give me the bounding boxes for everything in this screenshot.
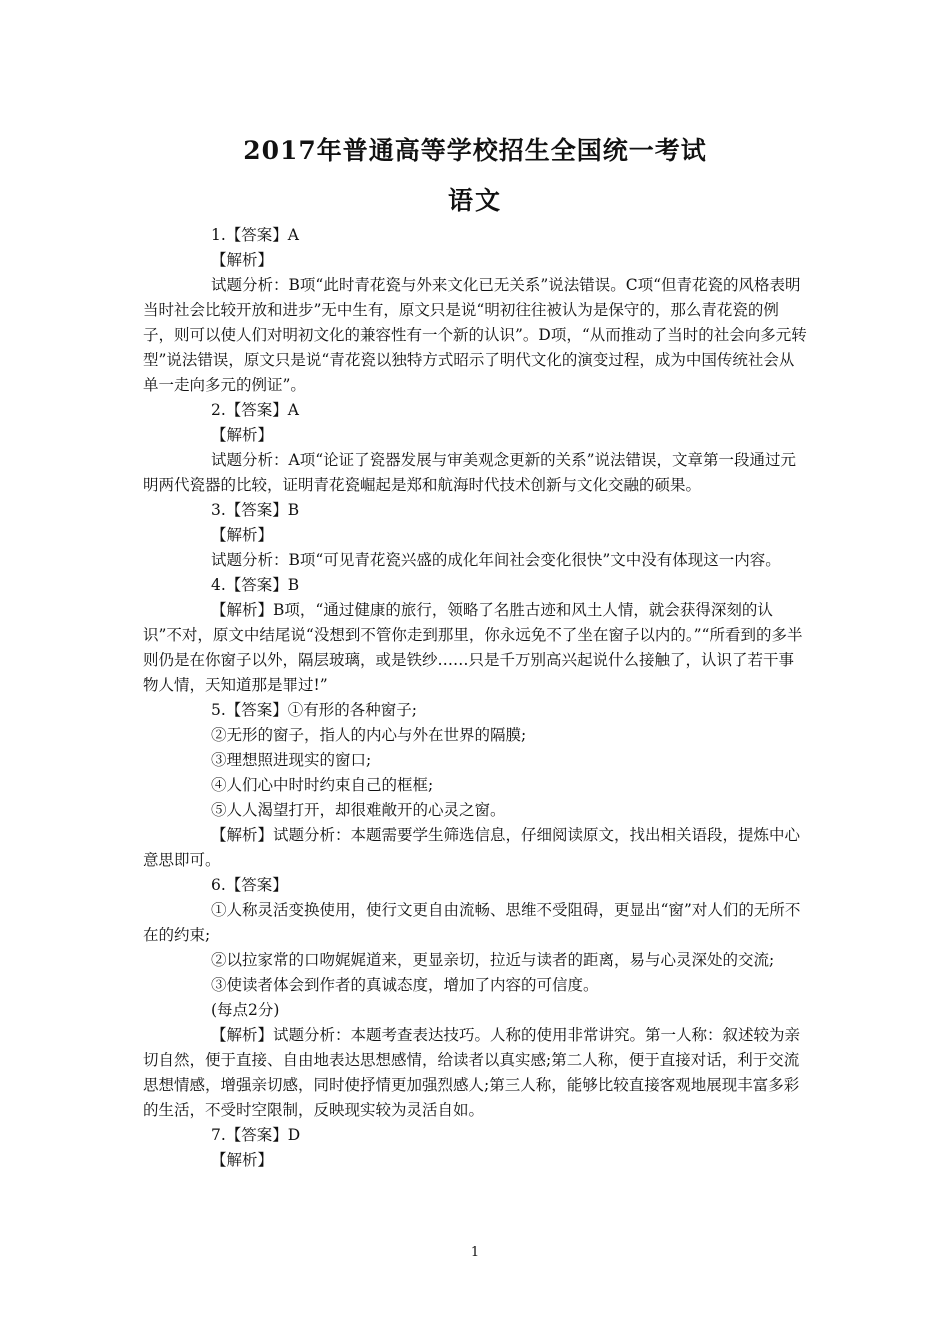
answer-5-point-3: ③理想照进现实的窗口; — [211, 751, 372, 769]
analysis-label-7: 【解析】 — [211, 1151, 274, 1169]
analysis-text-5: 【解析】试题分析：本题需要学生筛选信息，仔细阅读原文，找出相关语段，提炼中心意思即可。 — [143, 826, 801, 869]
answer-2: 2.【答案】A — [211, 401, 299, 419]
answer-7: 7.【答案】D — [211, 1126, 301, 1144]
document-subtitle: 语文 — [447, 186, 502, 215]
answer-1: 1.【答案】A — [211, 226, 299, 244]
analysis-text-1: 试题分析：B项“此时青花瓷与外来文化已无关系”说法错误。C项“但青花瓷的风格表明当时社会比较开放和进步”无中生有，原文只是说“明初往往被认为是保守的，那么青花瓷的例子，则可以使人们对明初文化的兼容性有一个新的认识”。D项，“从而推动了当时的社会向多元转型”说法错误，原文只是说“青花瓷以独特方式昭示了明代文化的演变过程，成为中国传统社会从单一走向多元的例证”。 — [143, 276, 807, 394]
answer-6: 6.【答案】 — [211, 876, 288, 894]
answer-3: 3.【答案】B — [211, 501, 300, 519]
answer-5-point-4: ④人们心中时时约束自己的框框; — [211, 776, 434, 794]
answer-5-point-5: ⑤人人渴望打开，却很难敞开的心灵之窗。 — [211, 801, 506, 819]
analysis-label-1: 【解析】 — [211, 251, 274, 269]
answer-6-point-3: ③使读者体会到作者的真诚态度，增加了内容的可信度。 — [211, 976, 599, 994]
answer-5-point-2: ②无形的窗子，指人的内心与外在世界的隔膜; — [211, 726, 527, 744]
analysis-text-4: 【解析】B项，“通过健康的旅行，领略了名胜古迹和风土人情，就会获得深刻的认识”不对，原文中结尾说“没想到不管你走到那里，你永远免不了坐在窗子以内的。”“所看到的多半则仍是在你窗子以外，隔层玻璃，或是铁纱……只是千万别高兴起说什么接触了，认识了若干事物人情，天知道那是罪过!” — [143, 601, 803, 694]
page-number: 1 — [470, 1245, 480, 1260]
document-body — [143, 223, 809, 1173]
answer-6-point-1: ①人称灵活变换使用，使行文更自由流畅、思维不受阻碍，更显出“窗”对人们的无所不在的约束; — [143, 901, 801, 944]
analysis-label-3: 【解析】 — [211, 526, 274, 544]
answer-6-point-2: ②以拉家常的口吻娓娓道来，更显亲切，拉近与读者的距离，易与心灵深处的交流; — [211, 951, 775, 969]
document-title: 2017年普通高等学校招生全国统一考试 — [243, 136, 707, 165]
analysis-text-2: 试题分析：A项“论证了瓷器发展与审美观念更新的关系”说法错误，文章第一段通过元明两代瓷器的比较，证明青花瓷崛起是郑和航海时代技术创新与文化交融的硕果。 — [143, 451, 797, 494]
analysis-label-2: 【解析】 — [211, 426, 274, 444]
analysis-text-6: 【解析】试题分析：本题考查表达技巧。人称的使用非常讲究。第一人称：叙述较为亲切自然，便于直接、自由地表达思想感情，给读者以真实感;第二人称，便于直接对话，利于交流思想情感，增强亲切感，同时使抒情更加强烈感人;第三人称，能够比较直接客观地展现丰富多彩的生活，不受时空限制，反映现实较为灵活自如。 — [143, 1026, 801, 1119]
analysis-text-3: 试题分析：B项“可见青花瓷兴盛的成化年间社会变化很快”文中没有体现这一内容。 — [211, 551, 781, 569]
answer-6-score-note: (每点2分) — [211, 1001, 280, 1019]
answer-5: 5.【答案】①有形的各种窗子; — [211, 701, 418, 719]
answer-4: 4.【答案】B — [211, 576, 300, 594]
